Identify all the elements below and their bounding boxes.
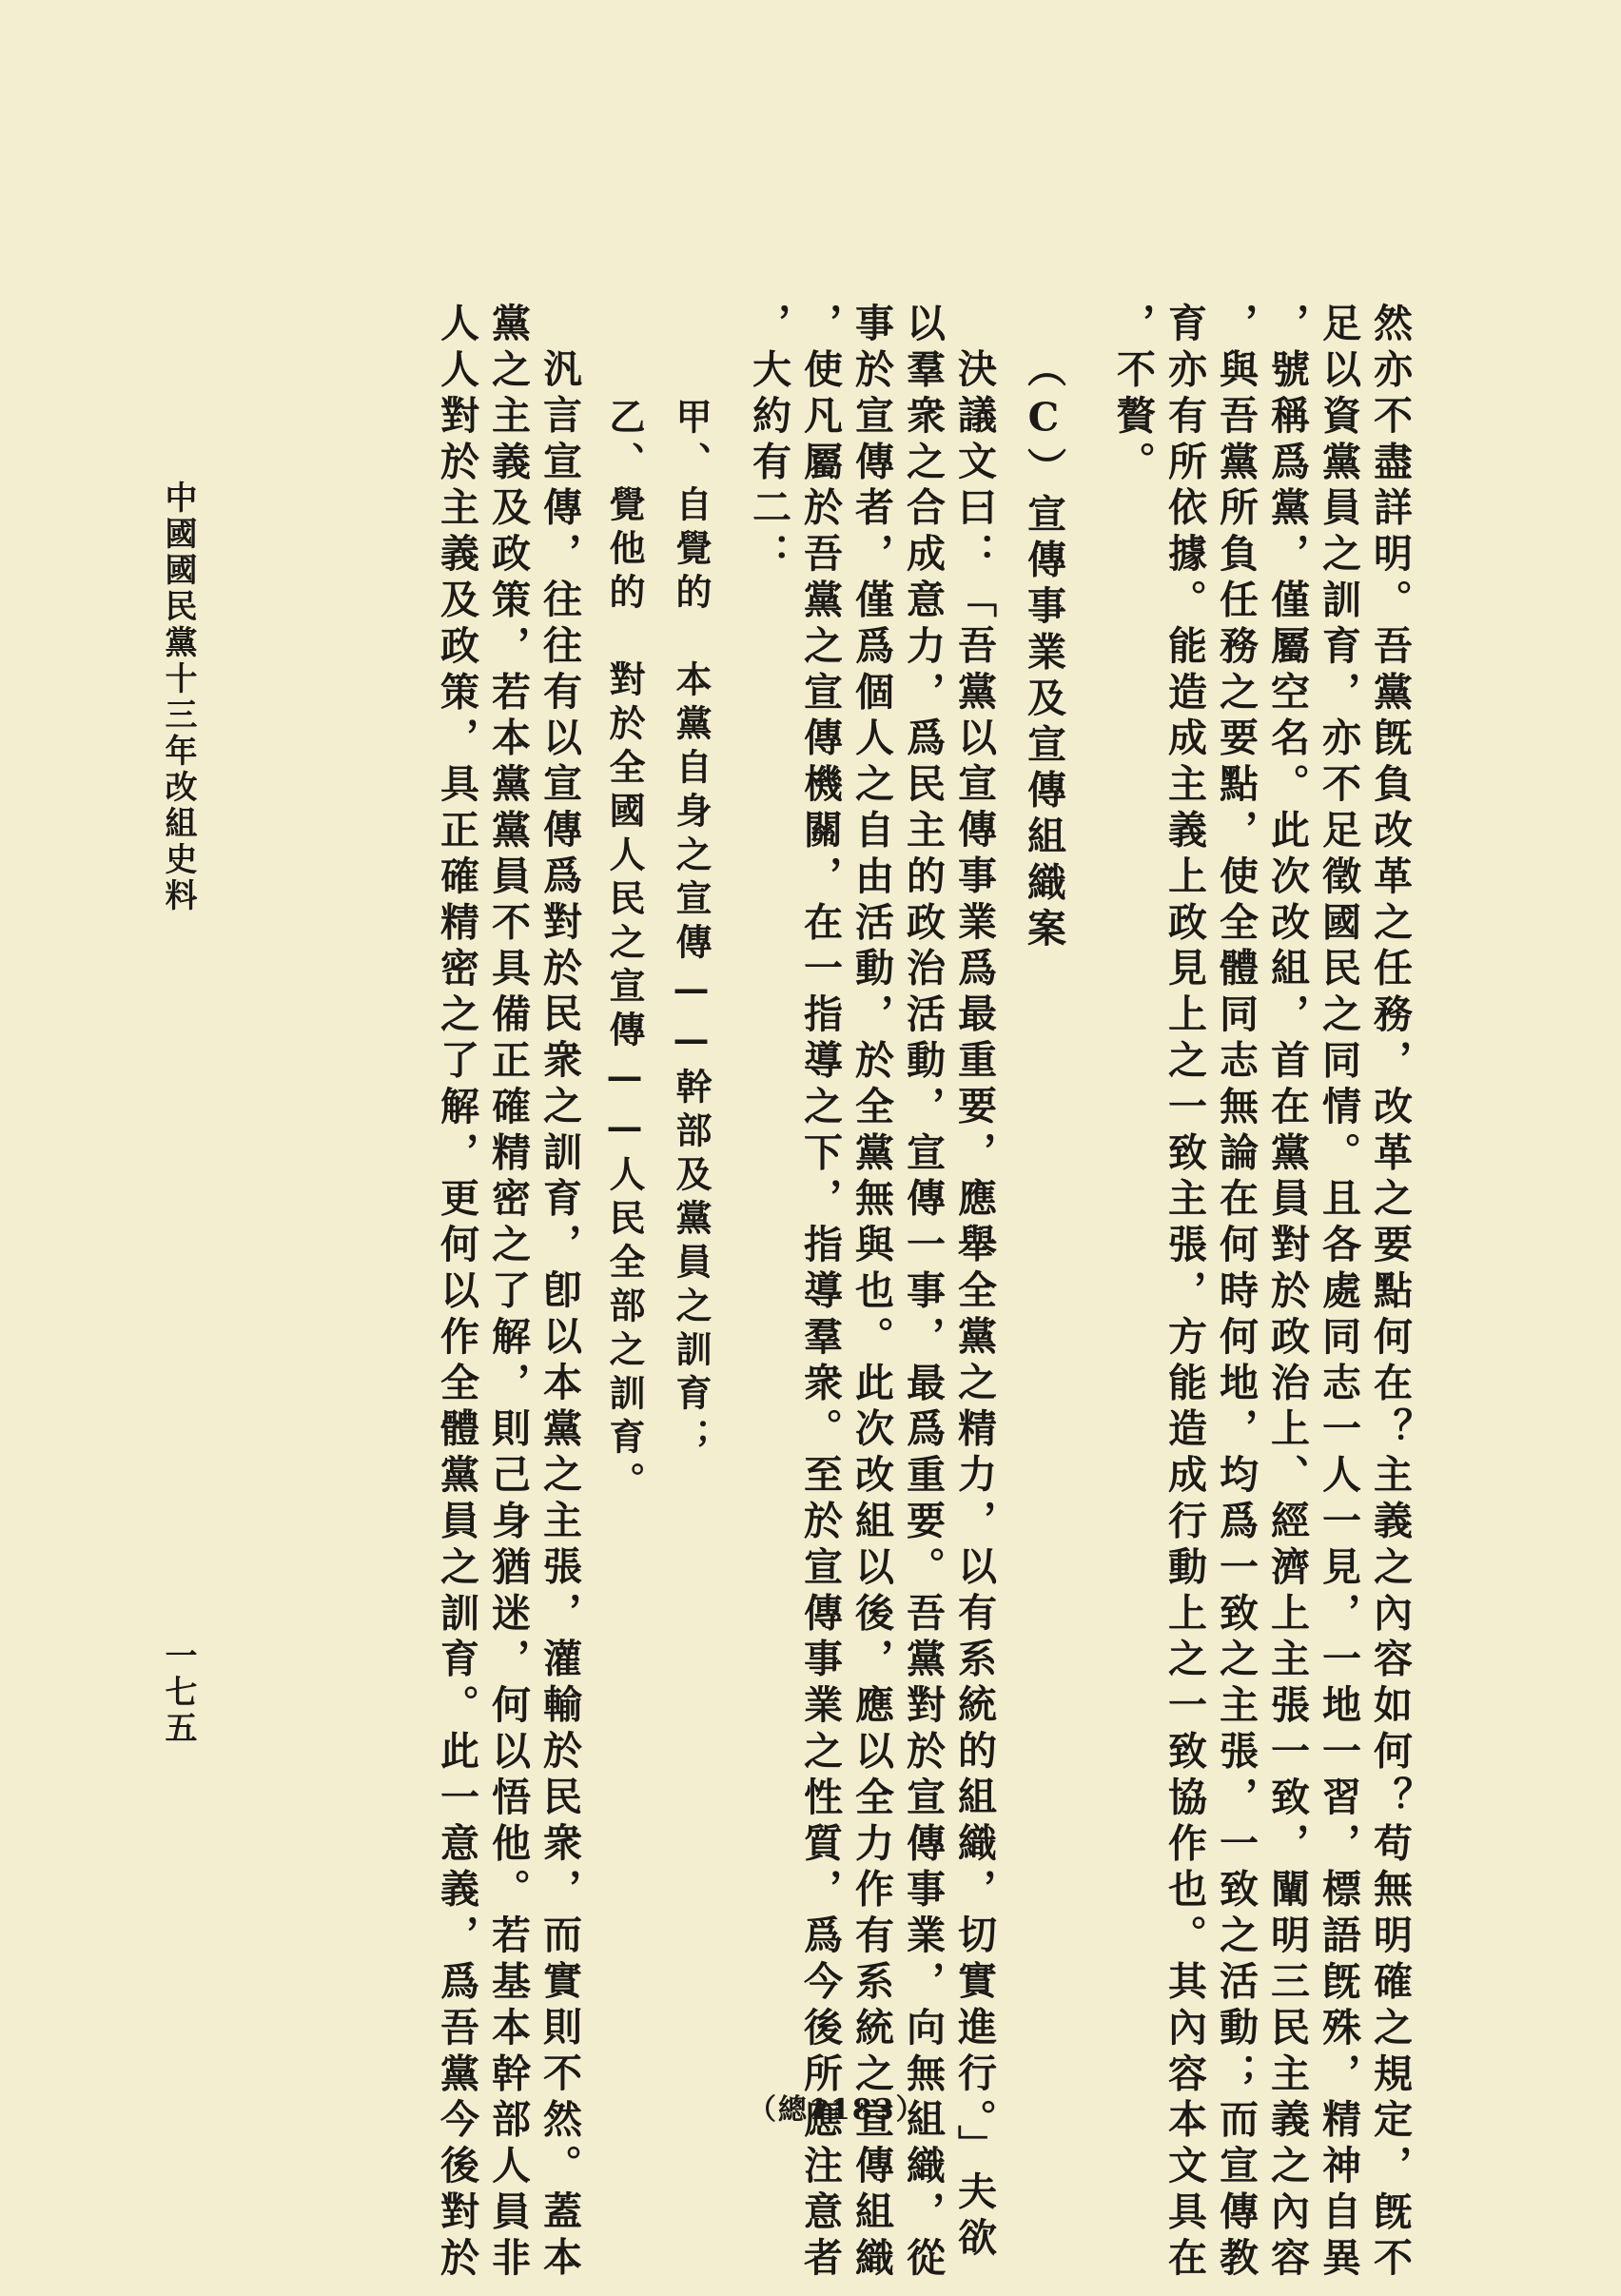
page-number: 一七五	[159, 1639, 197, 1747]
text-column: 足以資黨員之訓育，亦不足徵國民之同情。且各處同志一人一見，一地一習，標語旣殊，精神自異	[1316, 303, 1361, 2284]
text-column: 黨之主義及政策，若本黨黨員不具備正確精密之了解，則己身猶迷，何以悟他。若基本幹部人員非	[485, 303, 531, 2284]
text-column: 以羣衆之合成意力，爲民主的政治活動，宣傳一事，最爲重要。吾黨對於宣傳事業，向無組織，從	[900, 303, 946, 2284]
list-item-a: 甲、自覺的 本黨自身之宣傳——幹部及黨員之訓育；	[670, 398, 713, 1462]
text-column: ，大約有二：	[746, 303, 791, 579]
text-column: 然亦不盡詳明。吾黨旣負改革之任務，改革之要點何在？主義之內容如何？苟無明確之規定，旣不	[1367, 303, 1413, 2284]
text-column: 事於宣傳者，僅爲個人之自由活動，於全黨無與也。此次改組以後，應以全力作有系統之宣傳組織	[849, 303, 894, 2284]
total-page-number: （總1183）	[748, 2093, 927, 2127]
list-item-b: 乙、覺他的 對於全國人民之宣傳——人民全部之訓育。	[603, 398, 646, 1505]
running-title: 中國國民黨十三年改組史料	[159, 481, 197, 914]
text-column: ，不贅。	[1110, 303, 1156, 487]
text-column: 育亦有所依據。能造成主義上政見上之一致主張，方能造成行動上之一致協作也。其內容本文具在	[1162, 303, 1207, 2284]
text-column: ，號稱爲黨，僅屬空名。此次改組，首在黨員對於政治上、經濟上主張一致，闡明三民主義之內容	[1264, 303, 1310, 2284]
text-column: 決議文曰：「吾黨以宣傳事業爲最重要，應舉全黨之精力，以有系統的組織，切實進行。」夫欲	[951, 348, 997, 2264]
text-column: ，與吾黨所負任務之要點，使全體同志無論在何時何地，均爲一致之主張，一致之活動；而宣傳教	[1213, 303, 1259, 2284]
text-column: 汎言宣傳，往往有以宣傳爲對於民衆之訓育，卽以本黨之主張，灌輸於民衆，而實則不然。蓋本	[537, 348, 582, 2283]
section-heading: （C）宣傳事業及宣傳組織案	[1021, 348, 1066, 954]
text-column: 人人對於主義及政策，具正確精密之了解，更何以作全體黨員之訓育。此一意義，爲吾黨今後對於	[434, 303, 479, 2284]
text-column: ，使凡屬於吾黨之宣傳機關，在一指導之下，指導羣衆。至於宣傳事業之性質，爲今後所應注意者	[797, 303, 843, 2284]
